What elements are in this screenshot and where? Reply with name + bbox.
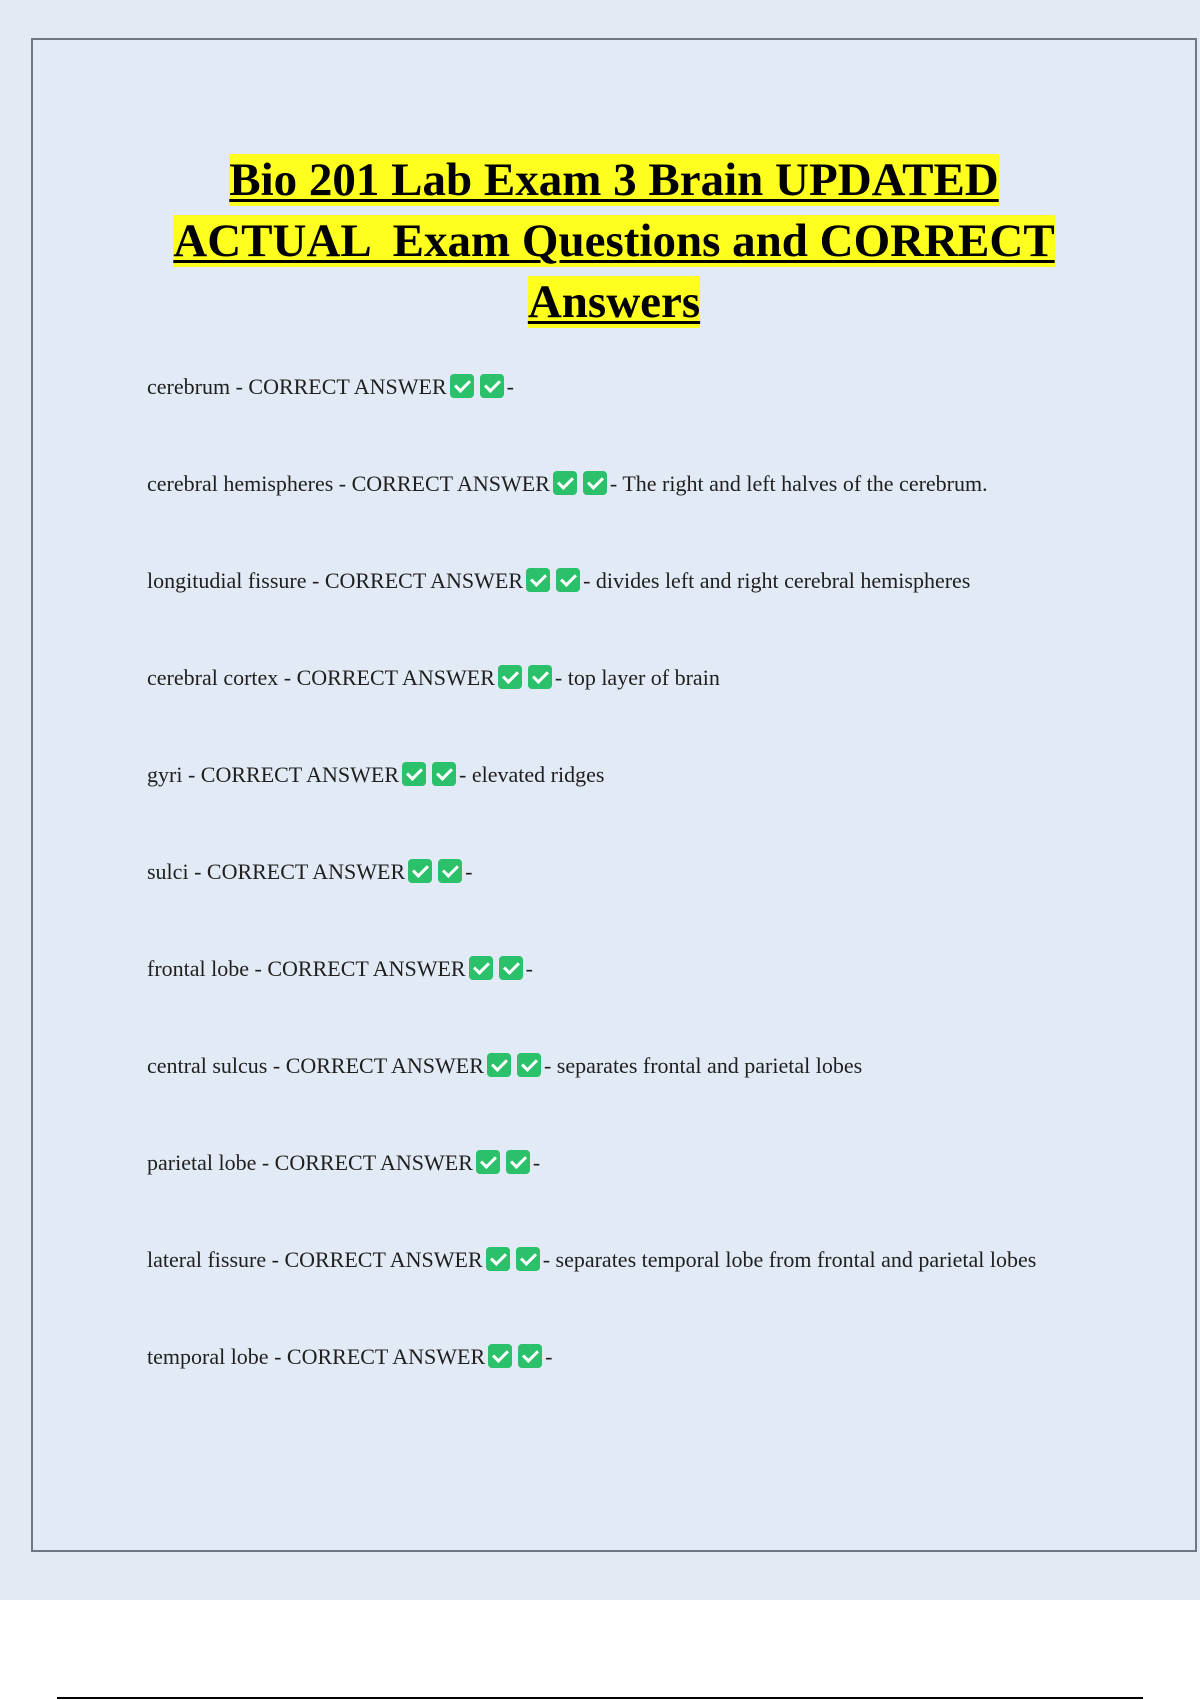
answer-label: CORRECT ANSWER	[267, 956, 466, 981]
list-item: cerebrum - CORRECT ANSWER -	[147, 374, 514, 399]
check-mark-icon	[516, 1247, 540, 1271]
question-answer-list	[147, 372, 1107, 1439]
check-mark-icon	[526, 568, 550, 592]
list-item: central sulcus - CORRECT ANSWER - separates frontal and parietal lobes	[147, 1053, 863, 1078]
answer-label: CORRECT ANSWER	[284, 1247, 483, 1272]
term: cerebral cortex	[147, 665, 279, 690]
answer: separates temporal lobe from frontal and parietal lobes	[555, 1247, 1037, 1272]
answer-label: CORRECT ANSWER	[200, 762, 400, 787]
answer: divides left and right cerebral hemispheres	[595, 568, 971, 593]
term: sulci	[147, 859, 189, 884]
list-item: sulci - CORRECT ANSWER -	[147, 859, 473, 884]
list-item: cerebral cortex - CORRECT ANSWER - top layer of brain	[147, 665, 720, 690]
answer-label: CORRECT ANSWER	[206, 859, 406, 884]
title-line-2: ACTUAL Exam Questions and CORRECT	[173, 215, 1055, 267]
title-line-3: Answers	[527, 276, 701, 328]
list-item: gyri - CORRECT ANSWER - elevated ridges	[147, 762, 605, 787]
check-mark-icon	[469, 956, 493, 980]
term: cerebrum	[147, 374, 231, 399]
check-mark-icon	[432, 762, 456, 786]
check-mark-icon	[517, 1053, 541, 1077]
check-mark-icon	[488, 1344, 512, 1368]
check-mark-icon	[499, 956, 523, 980]
answer: The right and left halves of the cerebrum.	[622, 471, 988, 496]
list-item: cerebral hemispheres - CORRECT ANSWER - The right and left halves of the cerebrum.	[147, 471, 988, 496]
check-mark-icon	[487, 1053, 511, 1077]
answer-label: CORRECT ANSWER	[274, 1150, 473, 1175]
term: gyri	[147, 762, 183, 787]
list-item: frontal lobe - CORRECT ANSWER -	[147, 956, 533, 981]
title-line-1: Bio 201 Lab Exam 3 Brain UPDATED	[229, 154, 999, 206]
list-item: parietal lobe - CORRECT ANSWER -	[147, 1150, 541, 1175]
check-mark-icon	[476, 1150, 500, 1174]
check-mark-icon	[450, 374, 474, 398]
check-mark-icon	[528, 665, 552, 689]
answer-label: CORRECT ANSWER	[351, 471, 550, 496]
check-mark-icon	[498, 665, 522, 689]
answer-label: CORRECT ANSWER	[296, 665, 495, 690]
answer: separates frontal and parietal lobes	[556, 1053, 863, 1078]
term: parietal lobe	[147, 1150, 257, 1175]
list-item: longitudial fissure - CORRECT ANSWER - divides left and right cerebral hemispheres	[147, 568, 971, 593]
check-mark-icon	[408, 859, 432, 883]
check-mark-icon	[518, 1344, 542, 1368]
answer: elevated ridges	[471, 762, 605, 787]
answer-label: CORRECT ANSWER	[286, 1344, 486, 1369]
check-mark-icon	[583, 471, 607, 495]
answer-label: CORRECT ANSWER	[324, 568, 524, 593]
term: temporal lobe	[147, 1344, 269, 1369]
term: cerebral hemispheres	[147, 471, 334, 496]
footer-divider	[57, 1697, 1143, 1699]
term: lateral fissure	[147, 1247, 267, 1272]
check-mark-icon	[438, 859, 462, 883]
check-mark-icon	[480, 374, 504, 398]
check-mark-icon	[486, 1247, 510, 1271]
check-mark-icon	[556, 568, 580, 592]
check-mark-icon	[553, 471, 577, 495]
answer-label: CORRECT ANSWER	[248, 374, 447, 399]
answer: top layer of brain	[567, 665, 720, 690]
term: longitudial fissure	[147, 568, 307, 593]
check-mark-icon	[506, 1150, 530, 1174]
list-item: temporal lobe - CORRECT ANSWER -	[147, 1344, 553, 1369]
document-page	[31, 38, 1197, 1552]
term: frontal lobe	[147, 956, 250, 981]
check-mark-icon	[402, 762, 426, 786]
answer-label: CORRECT ANSWER	[285, 1053, 484, 1078]
document-title	[33, 150, 1195, 333]
term: central sulcus	[147, 1053, 268, 1078]
list-item: lateral fissure - CORRECT ANSWER - separates temporal lobe from frontal and parietal lobes	[147, 1247, 1037, 1272]
